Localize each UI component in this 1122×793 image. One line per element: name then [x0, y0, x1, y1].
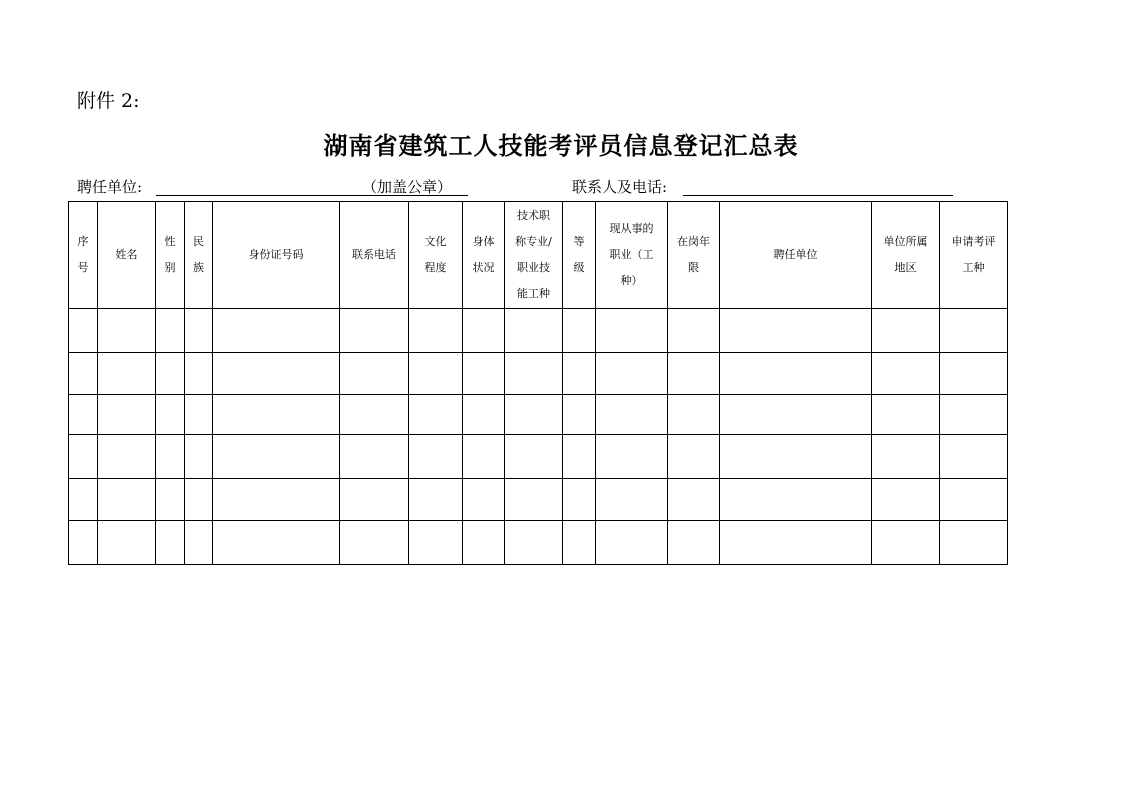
table-cell[interactable]: [185, 435, 213, 479]
table-cell[interactable]: [872, 353, 940, 395]
table-cell[interactable]: [69, 521, 98, 565]
table-cell[interactable]: [340, 309, 409, 353]
col-header-seq: 序 号: [69, 202, 98, 309]
table-cell[interactable]: [563, 309, 596, 353]
col-header-years-in-post: 在岗年 限: [668, 202, 720, 309]
table-cell[interactable]: [720, 309, 872, 353]
table-cell[interactable]: [213, 479, 340, 521]
table-cell[interactable]: [872, 521, 940, 565]
table-cell[interactable]: [720, 353, 872, 395]
table-cell[interactable]: [98, 521, 156, 565]
table-cell[interactable]: [505, 479, 563, 521]
col-header-gender: 性 别: [156, 202, 185, 309]
table-cell[interactable]: [720, 435, 872, 479]
table-cell[interactable]: [505, 309, 563, 353]
table-cell[interactable]: [463, 353, 505, 395]
table-cell[interactable]: [463, 395, 505, 435]
table-cell[interactable]: [505, 395, 563, 435]
table-cell[interactable]: [98, 395, 156, 435]
contact-field[interactable]: [683, 195, 953, 196]
table-cell[interactable]: [563, 395, 596, 435]
table-cell[interactable]: [563, 521, 596, 565]
table-cell[interactable]: [213, 521, 340, 565]
table-cell[interactable]: [98, 435, 156, 479]
col-header-level: 等 级: [563, 202, 596, 309]
table-cell[interactable]: [596, 395, 668, 435]
table-cell[interactable]: [98, 353, 156, 395]
table-cell[interactable]: [185, 521, 213, 565]
table-cell[interactable]: [69, 479, 98, 521]
table-cell[interactable]: [98, 479, 156, 521]
table-cell[interactable]: [185, 309, 213, 353]
table-cell[interactable]: [505, 353, 563, 395]
table-cell[interactable]: [940, 353, 1008, 395]
table-cell[interactable]: [596, 521, 668, 565]
table-cell[interactable]: [98, 309, 156, 353]
table-cell[interactable]: [463, 479, 505, 521]
table-cell[interactable]: [213, 353, 340, 395]
col-header-health: 身体 状况: [463, 202, 505, 309]
table-cell[interactable]: [156, 309, 185, 353]
table-cell[interactable]: [505, 435, 563, 479]
table-row: [69, 395, 1008, 435]
table-cell[interactable]: [940, 395, 1008, 435]
col-header-name: 姓名: [98, 202, 156, 309]
table-cell[interactable]: [156, 353, 185, 395]
table-cell[interactable]: [340, 479, 409, 521]
table-cell[interactable]: [720, 521, 872, 565]
table-cell[interactable]: [409, 521, 463, 565]
table-cell[interactable]: [463, 521, 505, 565]
table-cell[interactable]: [185, 395, 213, 435]
col-header-unit-region: 单位所属 地区: [872, 202, 940, 309]
table-cell[interactable]: [69, 309, 98, 353]
table-cell[interactable]: [409, 395, 463, 435]
table-cell[interactable]: [409, 309, 463, 353]
col-header-applied-trade: 申请考评 工种: [940, 202, 1008, 309]
col-header-id-number: 身份证号码: [213, 202, 340, 309]
col-header-employing-unit: 聘任单位: [720, 202, 872, 309]
table-cell[interactable]: [505, 521, 563, 565]
table-cell[interactable]: [872, 309, 940, 353]
table-cell[interactable]: [720, 479, 872, 521]
table-cell[interactable]: [463, 309, 505, 353]
table-cell[interactable]: [668, 479, 720, 521]
table-row: [69, 309, 1008, 353]
table-cell[interactable]: [872, 479, 940, 521]
employing-unit-label: 聘任单位:: [77, 178, 143, 196]
table-cell[interactable]: [185, 479, 213, 521]
table-cell[interactable]: [563, 353, 596, 395]
table-cell[interactable]: [596, 353, 668, 395]
col-header-phone: 联系电话: [340, 202, 409, 309]
table-cell[interactable]: [69, 395, 98, 435]
table-cell[interactable]: [563, 479, 596, 521]
table-cell[interactable]: [213, 435, 340, 479]
table-cell[interactable]: [340, 521, 409, 565]
table-cell[interactable]: [668, 309, 720, 353]
table-row: [69, 435, 1008, 479]
table-cell[interactable]: [668, 521, 720, 565]
table-cell[interactable]: [185, 353, 213, 395]
table-cell[interactable]: [156, 435, 185, 479]
table-cell[interactable]: [563, 435, 596, 479]
table-cell[interactable]: [340, 435, 409, 479]
table-cell[interactable]: [940, 309, 1008, 353]
table-cell[interactable]: [872, 435, 940, 479]
table-cell[interactable]: [596, 309, 668, 353]
header-row: [69, 202, 1008, 309]
table-cell[interactable]: [596, 435, 668, 479]
table-cell[interactable]: [156, 479, 185, 521]
table-cell[interactable]: [668, 435, 720, 479]
table-cell[interactable]: [668, 353, 720, 395]
table-cell[interactable]: [409, 435, 463, 479]
table-cell[interactable]: [940, 479, 1008, 521]
table-row: [69, 479, 1008, 521]
table-cell[interactable]: [596, 479, 668, 521]
col-header-education: 文化 程度: [409, 202, 463, 309]
col-header-current-occupation: 现从事的 职业（工 种）: [596, 202, 668, 309]
col-header-ethnicity: 民 族: [185, 202, 213, 309]
table-cell[interactable]: [409, 479, 463, 521]
table-cell[interactable]: [213, 309, 340, 353]
table-cell[interactable]: [872, 395, 940, 435]
form-title: 湖南省建筑工人技能考评员信息登记汇总表: [323, 132, 799, 160]
table-cell[interactable]: [213, 395, 340, 435]
table-cell[interactable]: [156, 395, 185, 435]
table-cell[interactable]: [463, 435, 505, 479]
table-cell[interactable]: [668, 395, 720, 435]
table-cell[interactable]: [69, 435, 98, 479]
assessor-registry-table: [68, 201, 1008, 565]
table-cell[interactable]: [940, 435, 1008, 479]
contact-label: 联系人及电话:: [572, 178, 668, 196]
table-cell[interactable]: [340, 353, 409, 395]
table-cell[interactable]: [409, 353, 463, 395]
table-cell[interactable]: [940, 521, 1008, 565]
seal-note: （加盖公章）: [362, 178, 453, 196]
attachment-label: 附件 2:: [77, 90, 140, 112]
table-cell[interactable]: [69, 353, 98, 395]
table-cell[interactable]: [340, 395, 409, 435]
table-cell[interactable]: [156, 521, 185, 565]
table-cell[interactable]: [720, 395, 872, 435]
col-header-technical-title: 技术职 称专业/ 职业技 能工种: [505, 202, 563, 309]
table-row: [69, 353, 1008, 395]
table-row: [69, 521, 1008, 565]
